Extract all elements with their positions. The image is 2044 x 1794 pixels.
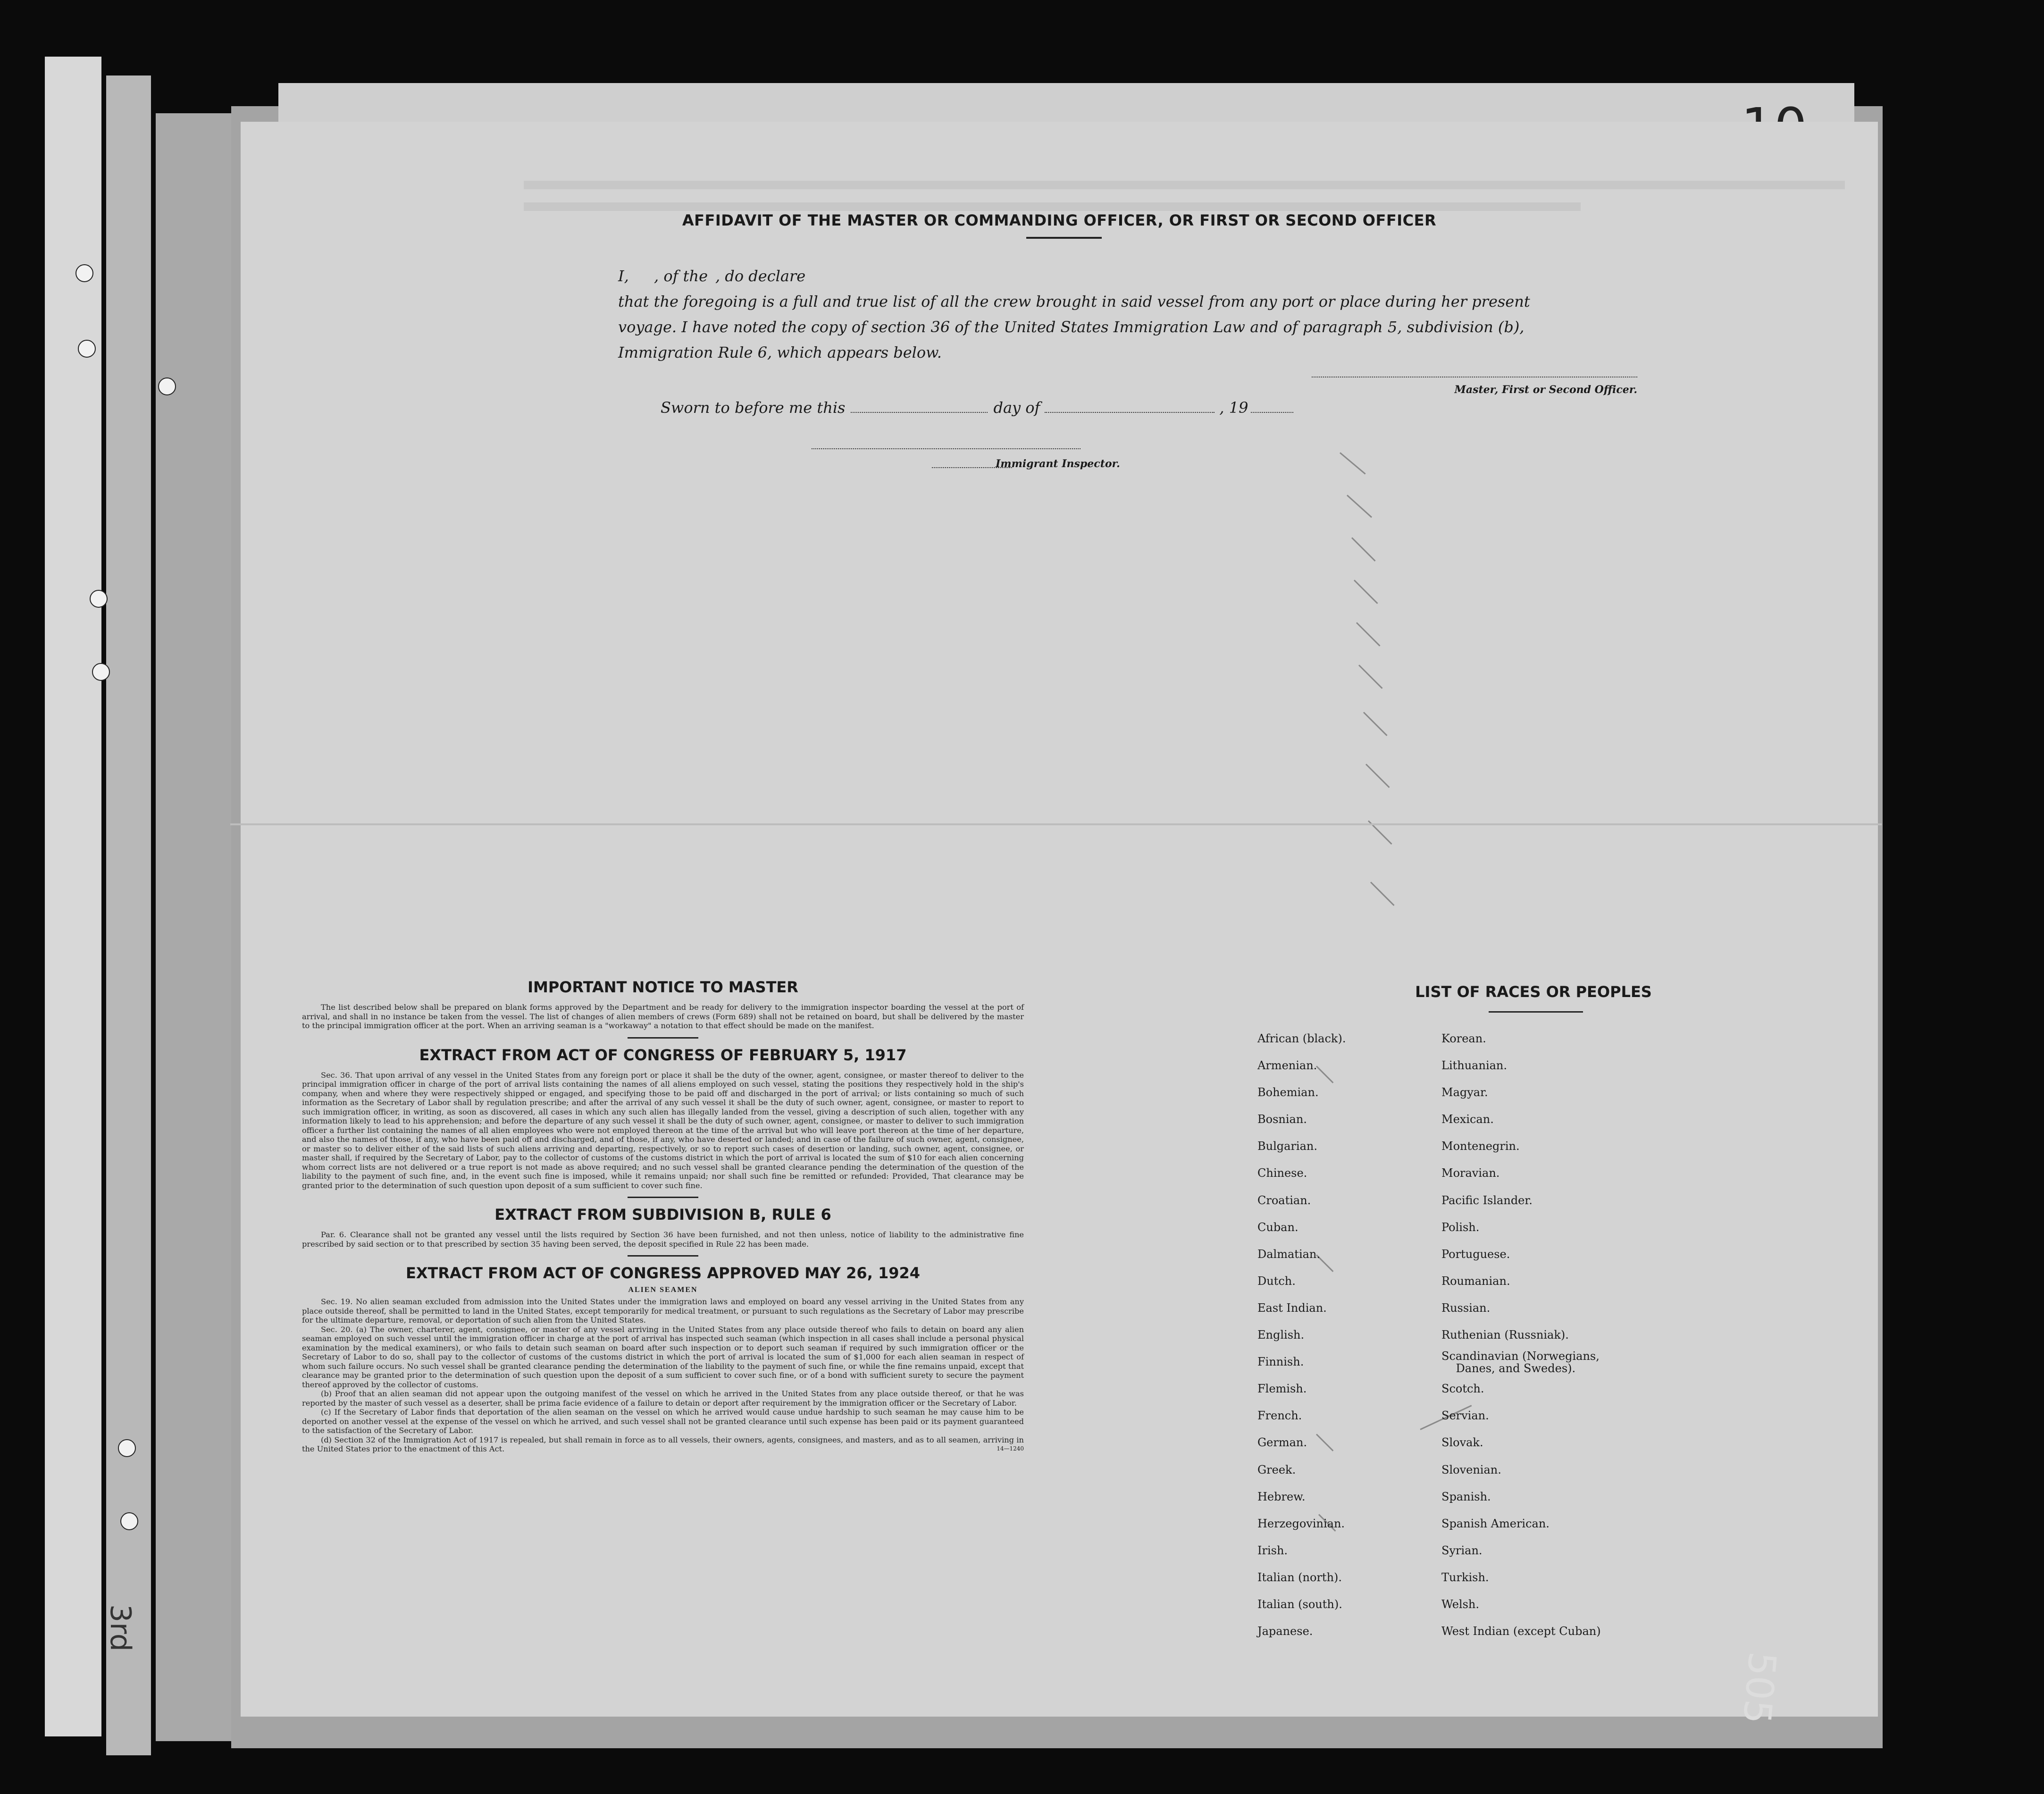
- sec19-text: Sec. 19. No alien seaman excluded from admission into the United States under the immigration laws and employed on board any vessel arriving in the United States from any place outside thereof, shall be permitted to land in the United States, except temporarily for medical treatment, or pursuant to such regulations as the Secretary of Labor may prescribe for the ultimate departure, removal, or deportation of such alien from the United States.: [302, 1297, 1024, 1325]
- race-item: East Indian.: [1257, 1301, 1327, 1315]
- divider: [628, 1037, 698, 1039]
- pencil-mark: [1365, 763, 1390, 788]
- race-item: Chinese.: [1257, 1166, 1307, 1180]
- do-declare-label: , do declare: [715, 267, 806, 285]
- notice-text: The list described below shall be prepared on blank forms approved by the Department and be ready for delivery to the immigration inspector boarding the vessel at the port of arrival, and shall in no instance be taken from the vessel. The list of changes of alien members of crews (Form 689) shall not be retained on board, but shall be delivered by the master to the principal immigration officer at the port. When an arriving seaman is a "workaway" a notation to that effect should be made on the manifest.: [302, 1003, 1024, 1030]
- sec20c-text: (c) If the Secretary of Labor finds that deportation of the alien seaman on the vessel on which he arrived would cause undue hardship to such seaman he may cause him to be deported on another vessel at the expense of the vessel on which he arrived, and such vessel shall not be granted clearance until such expense has been paid or its payment guaranteed to the satisfaction of the Secretary of Labor.: [302, 1408, 1024, 1435]
- affidavit-title: AFFIDAVIT OF THE MASTER OR COMMANDING OFFICER, OR FIRST OR SECOND OFFICER: [682, 211, 1437, 229]
- extract-rule6-title: EXTRACT FROM SUBDIVISION B, RULE 6: [494, 1206, 831, 1224]
- race-item: Finnish.: [1257, 1355, 1304, 1369]
- notice-title: IMPORTANT NOTICE TO MASTER: [528, 978, 798, 996]
- extract-1917-title: EXTRACT FROM ACT OF CONGRESS OF FEBRUARY 5, 1917: [419, 1046, 907, 1064]
- race-item: Flemish.: [1257, 1382, 1307, 1396]
- race-item: Korean.: [1441, 1032, 1486, 1045]
- races-left-column: [1257, 1025, 1413, 1645]
- punch-hole: [120, 1512, 138, 1530]
- race-item: Montenegrin.: [1441, 1140, 1520, 1153]
- race-item: Armenian.: [1257, 1059, 1317, 1073]
- race-item: Portuguese.: [1441, 1247, 1510, 1261]
- races-right-column: [1441, 1025, 1659, 1645]
- punch-hole: [90, 590, 108, 608]
- extract-rule6-text: Par. 6. Clearance shall not be granted any vessel until the lists required by Section 36 have been furnished, and not then unless, notice of liability to the administrative fine prescribed by said section or to that prescribed by section 35 having been served, the deposit specified in Rule 22 has been made.: [302, 1230, 1024, 1249]
- race-item: Spanish.: [1441, 1490, 1491, 1503]
- race-item: Italian (north).: [1257, 1570, 1342, 1584]
- race-item: Scotch.: [1441, 1382, 1484, 1396]
- race-item: West Indian (except Cuban): [1441, 1625, 1601, 1638]
- divider: [628, 1197, 698, 1198]
- alien-seamen-heading: ALIEN SEAMEN: [628, 1286, 698, 1294]
- pencil-mark: [1356, 622, 1381, 646]
- sworn-label: Sworn to before me this: [661, 399, 846, 417]
- race-item: Russian.: [1441, 1301, 1491, 1315]
- pencil-mark: [1347, 495, 1372, 518]
- race-item: Herzegovinian.: [1257, 1517, 1345, 1530]
- declaration-line: that the foregoing is a full and true list of all the crew brought in said vessel from any port or place during her present: [618, 293, 1530, 310]
- race-item: Welsh.: [1441, 1597, 1479, 1611]
- sec20a-text: Sec. 20. (a) The owner, charterer, agent, consignee, or master of any vessel arriving in the United States from any place outside thereof who fails to detain on board any alien seaman employed on such vessel until the immigration officer in charge at the port of arrival has inspected such seaman (which inspection in all cases shall include a personal physical examination by the medical examiners), or who fails to detain such seaman on board after such inspection or to deport such seaman if required by such immigration officer or the Secretary of Labor to do so, shall pay to the collector of customs of the customs district in which the port of arrival is located the sum of $1,000 for each alien seaman in respect of whom such failure occurs. No such vessel shall be granted clearance pending the determination of the liability to the payment of such fine, or while the fine remains unpaid, except that clearance may be granted prior to the determination of such question upon the deposit of a sum sufficient to cover such fine, or of a bond with sufficient surety to secure the payment thereof approved by the collector of customs.: [302, 1325, 1024, 1389]
- race-item: Mexican.: [1441, 1113, 1494, 1126]
- i-label: I,: [618, 267, 629, 285]
- year-label: , 19: [1219, 399, 1248, 417]
- punch-hole: [92, 663, 110, 681]
- declaration-first-line: [618, 263, 1751, 289]
- race-item: Servian.: [1441, 1409, 1489, 1423]
- race-item: Japanese.: [1257, 1625, 1313, 1638]
- binder-left-edge: [45, 57, 101, 1736]
- race-item: Dutch.: [1257, 1274, 1296, 1288]
- pencil-mark: [1354, 579, 1378, 604]
- race-item: Turkish.: [1441, 1570, 1489, 1584]
- punch-hole: [78, 340, 96, 358]
- race-item: Irish.: [1257, 1543, 1288, 1557]
- punch-hole: [118, 1439, 136, 1457]
- race-item: Lithuanian.: [1441, 1059, 1508, 1073]
- day-blank[interactable]: [851, 402, 988, 413]
- punch-hole: [75, 264, 93, 282]
- page-fold: [230, 823, 1882, 825]
- year-blank[interactable]: [1251, 402, 1293, 413]
- race-item: Roumanian.: [1441, 1274, 1510, 1288]
- master-signature-label: Master, First or Second Officer.: [1454, 384, 1637, 396]
- day-of-label: day of: [993, 399, 1040, 417]
- extract-1924-title: EXTRACT FROM ACT OF CONGRESS APPROVED MAY 26, 1924: [405, 1264, 921, 1282]
- races-title: LIST OF RACES OR PEOPLES: [1415, 983, 1652, 1001]
- race-item: Ruthenian (Russniak).: [1441, 1328, 1569, 1342]
- punch-hole: [158, 377, 176, 395]
- race-item: Greek.: [1257, 1463, 1296, 1476]
- pencil-mark: [1358, 664, 1383, 689]
- extract-1917-text: Sec. 36. That upon arrival of any vessel in the United States from any foreign port or place it shall be the duty of the owner, agent, consignee, or master thereof to deliver to the principal immigration officer in charge of the port of arrival lists containing the names of all aliens employed on such vessel, stating the positions they respectively hold in the ship's company, when and where they were respectively shipped or engaged, and specifying those to be paid off and discharged in the port of arrival; or lists containing so much of such information as the Secretary of Labor shall by regulation prescribe; and after the arrival of any such vessel it shall be the duty of such owner, agent, consignee, or master to report to such immigration officer, in writing, as soon as discovered, all cases in which any such alien has illegally landed from the vessel, giving a description of such alien, together with any information likely to lead to his apprehension; and before the departure of any such vessel it shall be the duty of such owner, agent, consignee, or master to deliver to such immigration officer a further list containing the names of all alien employees who were not employed thereon at the time of the arrival but who will leave port thereon at the time of her departure, and also the names of those, if any, who have been paid off and discharged, and of those, if any, who have deserted or landed; and in case of the failure of such owner, agent, consignee, or master so to deliver either of the said lists of such aliens arriving and departing, respectively, or so to report such cases of desertion or landing, such owner, agent, consignee, or master shall, if required by the Secretary of Labor, pay to the collector of customs of the customs district in which the port of arrival is located the sum of $10 for each alien concerning whom correct lists are not delivered or a true report is not made as above required; and no such vessel shall be granted clearance pending the determination of the question of the liability to the payment of such fine, and, in the event such fine is imposed, while it remains unpaid; nor shall such fine be remitted or refunded: Provided, That clearance may be granted prior to the determination of such question upon deposit of a sum sufficient to cover such fine.: [302, 1070, 1024, 1190]
- notice-section: [302, 978, 1024, 1452]
- race-item: Pacific Islander.: [1441, 1193, 1533, 1207]
- race-item: English.: [1257, 1328, 1305, 1342]
- race-item: Magyar.: [1441, 1086, 1488, 1099]
- sec20b-text: (b) Proof that an alien seaman did not appear upon the outgoing manifest of the vessel on which he arrived in the United States from any place outside thereof, or that he was reported by the master of such vessel as a deserter, shall be prima facie evidence of a failure to detain or deport after requirement by the immigration officer or the Secretary of Labor.: [302, 1389, 1024, 1408]
- declaration-text: [618, 263, 1751, 365]
- handwritten-number-bottom: 505: [1734, 1650, 1784, 1726]
- race-item: Hebrew.: [1257, 1490, 1306, 1503]
- race-item: Slovenian.: [1441, 1463, 1501, 1476]
- races-rule: [1489, 1011, 1583, 1013]
- race-item: Polish.: [1441, 1220, 1480, 1234]
- pencil-mark: [1340, 452, 1366, 474]
- binder-strip: [106, 75, 151, 1755]
- binder-shadow: [156, 113, 241, 1741]
- race-item: Moravian.: [1441, 1166, 1500, 1180]
- pencil-mark: [1351, 537, 1376, 562]
- sworn-line: [661, 399, 1293, 417]
- sec20d-text: (d) Section 32 of the Immigration Act of 1917 is repealed, but shall remain in force as to all vessels, their owners, agents, consignees, and masters, and as to all seamen, arriving in the United States prior to the enactment of this Act.: [302, 1435, 1024, 1453]
- title-rule: [1026, 237, 1102, 239]
- month-blank[interactable]: [1045, 402, 1215, 413]
- inspector-signature-line[interactable]: [812, 448, 1081, 449]
- form-number: 14—1240: [997, 1445, 1024, 1452]
- race-item: Slovak.: [1441, 1436, 1483, 1450]
- pencil-mark: [1363, 712, 1388, 736]
- of-the-label: , of the: [654, 267, 708, 285]
- race-item: Bulgarian.: [1257, 1140, 1317, 1153]
- race-item: Syrian.: [1441, 1543, 1483, 1557]
- pencil-mark: [1370, 881, 1395, 906]
- race-item: Scandinavian (Norwegians, Danes, and Swedes).: [1441, 1350, 1600, 1375]
- race-item: French.: [1257, 1409, 1302, 1423]
- document-page: [241, 122, 1878, 1717]
- race-item: Italian (south).: [1257, 1597, 1342, 1611]
- race-item: Spanish American.: [1441, 1517, 1550, 1530]
- divider: [628, 1255, 698, 1257]
- race-item: Cuban.: [1257, 1220, 1298, 1234]
- inspector-label: Immigrant Inspector.: [996, 458, 1120, 470]
- race-item: German.: [1257, 1436, 1307, 1450]
- declaration-line: Immigration Rule 6, which appears below.: [618, 344, 942, 361]
- race-item: Bohemian.: [1257, 1086, 1319, 1099]
- declaration-line: voyage. I have noted the copy of section 36 of the United States Immigration Law and of paragraph 5, subdivision (b),: [618, 318, 1525, 336]
- race-item: Dalmatian.: [1257, 1247, 1321, 1261]
- handwritten-margin-note: 3rd: [104, 1604, 137, 1651]
- race-item: African (black).: [1257, 1032, 1346, 1045]
- race-item: Croatian.: [1257, 1193, 1311, 1207]
- race-item: Bosnian.: [1257, 1113, 1307, 1126]
